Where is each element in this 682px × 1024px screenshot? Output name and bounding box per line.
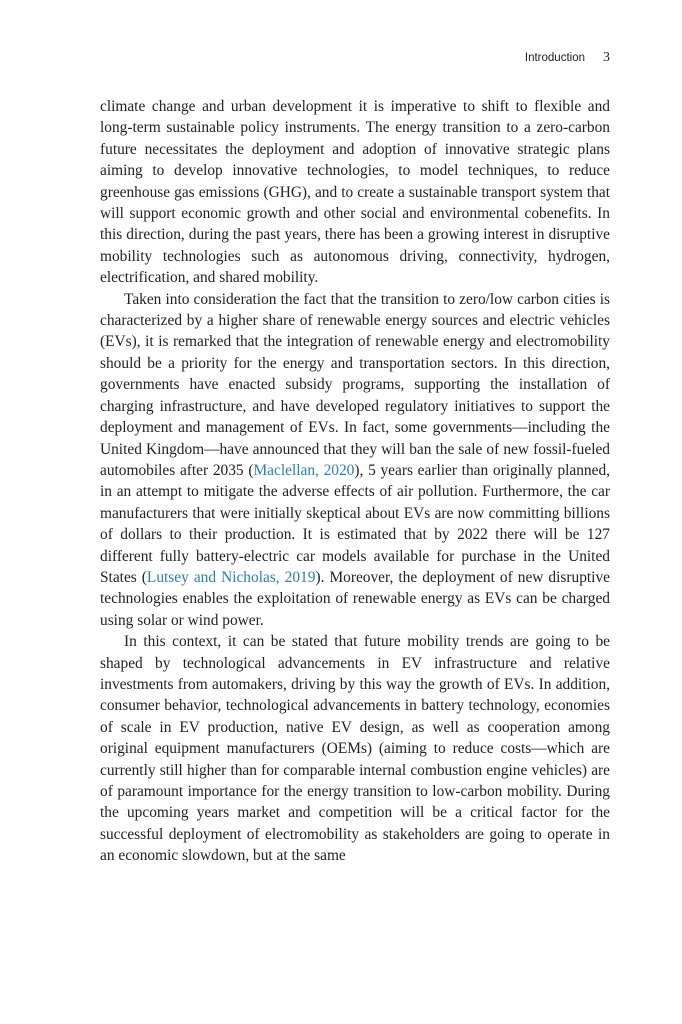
body-text: [100, 96, 610, 867]
paragraph-2-text-a: Taken into consideration the fact that the transition to zero/low carbon cities is characterized by a higher share of renewable energy sources and electric vehicles (EVs), it is remarked that the integration of renewable energy and electromobility should be a priority for the energy and transportation sectors. In this direction, governments have enacted subsidy programs, supporting the installation of charging infrastructure, and have developed regulatory initiatives to support the deployment and management of EVs. In fact, some governments—including the United Kingdom—have announced that they will ban the sale of new fossil-fueled automobiles after 2035 (: [100, 290, 610, 479]
paragraph-2-text-b: ), 5 years earlier than originally planned, in an attempt to mitigate the adverse effects of air pollution. Furthermore, the car manufacturers that were initially skeptical about EVs are now committing billions of dollars to their production. It is estimated that by 2022 there will be 127 different fully battery-electric car models available for purchase in the United States (: [100, 461, 611, 586]
paragraph-1: climate change and urban development it is imperative to shift to flexible and long-term sustainable policy instruments. The energy transition to a zero-carbon future necessitates the deployment and adoption of innovative strategic plans aiming to develop innovative technologies, to model techniques, to reduce greenhouse gas emissions (GHG), and to create a sustainable transport system that will support economic growth and other social and environmental cobenefits. In this direction, during the past years, there has been a growing interest in disruptive mobility technologies such as autonomous driving, connectivity, hydrogen, electrification, and shared mobility.: [100, 98, 610, 287]
page-number: 3: [603, 50, 610, 65]
citation-maclellan-2020[interactable]: Maclellan, 2020: [253, 461, 355, 479]
paragraph-3: In this context, it can be stated that future mobility trends are going to be shaped by technological advancements in EV infrastructure and relative investments from automakers, driving by this way the growth of EVs. In addition, consumer behavior, technological advancements in battery technology, economies of scale in EV production, native EV design, as well as cooperation among original equipment manufacturers (OEMs) (aiming to reduce costs—which are currently still higher than for comparable internal combustion engine vehicles) are of paramount importance for the energy transition to low-carbon mobility. During the upcoming years market and competition will be a critical factor for the successful deployment of electromobility as stakeholders are going to operate in an economic slowdown, but at the same: [100, 633, 610, 865]
running-header: [525, 50, 610, 66]
paragraph-2-text-c: ). Moreover, the deployment of new disruptive technologies enables the exploitation of renewable energy as EVs can be charged using solar or wind power.: [100, 568, 610, 629]
paragraph-2: [100, 289, 610, 632]
citation-lutsey-nicholas-2019[interactable]: Lutsey and Nicholas, 2019: [146, 568, 316, 586]
running-title: Introduction: [524, 52, 585, 64]
